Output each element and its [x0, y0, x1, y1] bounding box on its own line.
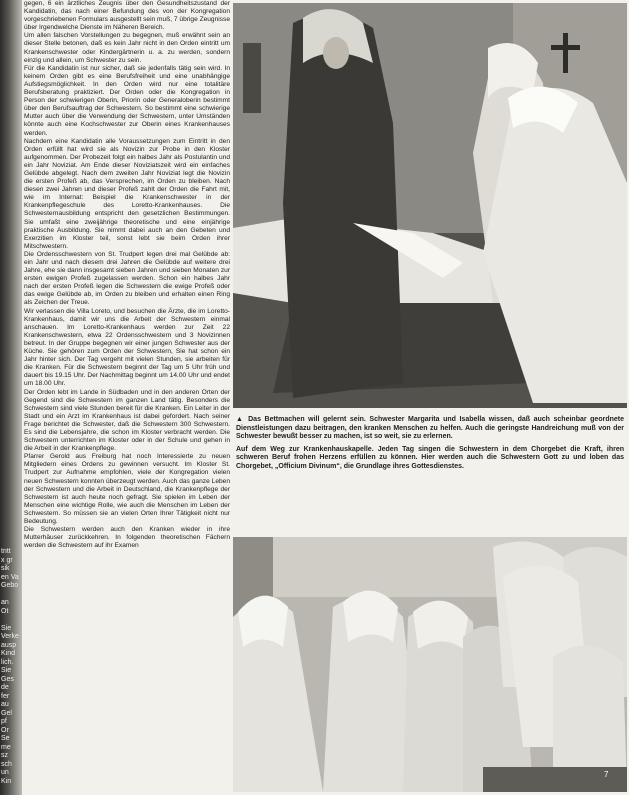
article-paragraph: Die Ordensschwestern von St. Trudpert legen drei mal Gelübde ab: ein Jahr und nach diesem drei Jahren die Gelübde auf weitere drei Jahre, ehe sie dann insgesamt sieben Jahren und sieben Monaten zur ersten ewigen Profeß zugelassen werden. Schon ein halbes Jahr nach der ersten Profeß legen die Schwestern die ewige Profeß oder das ewige Gelübde ab, im Orden zu bleiben und erhalten einen Ring als Zeichen der Treue.	[24, 250, 230, 307]
article-paragraph: Der Orden lebt im Lande in Südbaden und in den anderen Orten der Gegend sind die Schwestern im ganzen Land tätig. Besonders die Schwestern sind viele Stunden bereit für die Kranken. Ein Leiter in der Stadt und ein Arzt im Krankenhaus ist dabei gefordert. Nach seiner Frage berichtet die Schwester, daß die Schwestern 300 Schwestern. Es sind die Lebensjahre, die schon im Kloster verbracht werden. Die Schwestern unterrichten im Kloster oder in der Schule und gehen in die Arbeit in der Krankenpflege.	[24, 388, 230, 453]
photo-nuns-making-bed	[233, 3, 627, 408]
photo-captions	[236, 416, 624, 476]
article-paragraph: Wir verlassen die Villa Loreto, und besuchen die Ärzte, die im Loretto-Krankenhaus, damit wir uns die Arbeit der Schwestern einmal anschauen. Im Loretto-Krankenhaus werden zur Zeit 22 Krankenschwestern, etwa 22 Ordensschwestern und 3 Novizinnen betreut. In der Gruppe begegnen wir einer jungen Schwester aus der Küche. Sie gehören zum Orden der Schwestern, Sie hat schon ein Jahr hinter sich. Der Tag vergeht mit vielen Stunden, sie arbeiten für die Kranken. Für die Schwestern beginnt der Tag um 5 Uhr früh und dauert bis 19.15 Uhr. Der Nachmittag beginnt um 14.00 Uhr und endet um 18.00 Uhr.	[24, 307, 230, 388]
scanned-page-edge	[0, 0, 22, 795]
article-paragraph: Pfarrer Gerold aus Freiburg hat noch Interessierte zu neuen Mitgliedern eines Ordens zu gewinnen versucht. Im Kloster St. Trudpert zur Aufnahme empfohlen, viele der Kongregation vielen neuen Schwestern konnten überzeugt werden. Auch das ganze Leben der Schwestern und die Arbeit in Deutschland, die Krankenpflege der Schwestern ist auch heute noch gefragt. Sie spielen im Leben der Menschen eine wichtige Rolle, wie auch die Menschen im Leben der Schwestern. So müssen sie an vielen Orten Ihrer Tätigkeit nicht nur Bedeutung.	[24, 453, 230, 525]
page-number: 7	[604, 770, 609, 779]
caption-top-photo: ▲ Das Bettmachen will gelernt sein. Schwester Margarita und Isabella wissen, daß auch scheinbar geordnete Dienstleistungen dazu beitragen, den kranken Menschen zu helfen. Auch die geringste Handreichung muß von der Schwester bewußt besser zu machen, ist so weit, sie zu erlernen.	[236, 416, 624, 441]
caption-bottom-photo: Auf dem Weg zur Krankenhauskapelle. Jeden Tag singen die Schwestern in dem Chorgebet die Kraft, ihren schweren Beruf frohen Herzens erfüllen zu können. Hier werden auch die Schwestern Gott zu und loben das Chorgebet, „Officium Divinum“, die Grundlage ihres Gottesdienstes.	[236, 445, 624, 470]
edge-text-fragment: tritt x gr sik en Va Gebo an Ot Sie Verke ausp Kind lich. Sie Ges de fer au Gel pf Or Se me sz sch un Kin	[1, 548, 19, 785]
article-paragraph: Um allen falschen Vorstellungen zu begegnen, muß erwähnt sein an dieser Stelle betonen, daß es kein Jahr nicht in den Orden eintritt um Krankenschwester oder Kindergärtnerin u. a. zu werden, sondern einzig und allein, um Schwester zu sein.	[24, 32, 230, 64]
article-paragraph: Die Schwestern werden auch den Kranken wieder in ihre Mutterhäuser zurückkehren. In folgenden theoretischen Fächern werden die Schwestern auf ihr Examen	[24, 526, 230, 550]
photo-nuns-procession	[233, 537, 627, 792]
article-text-column	[24, 0, 230, 790]
article-paragraph: gegen, 6 ein ärztliches Zeugnis über den Gesundheitszustand der Kandidatin, das nach einer Befundung des von der Kongregation vorgeschriebenen Formulars ausgestellt sein muß, 7 übrige Zeugnisse über Irgendwelche Dienste im Näheren Bereich.	[24, 0, 230, 32]
article-paragraph: Für die Kandidatin ist nur sicher, daß sie jedenfalls tätig sein wird. In keinem Orden gibt es eine Berufsfreiheit und eine unabhängige Aufstiegsmöglichkeit. In den Orden wird nur eine totalitäre Berufsberatung praktiziert. Der Orden oder die Kongregation in Person der schwierigen Oberin, Priorin oder Generaloberin bestimmt über den Berufsauftrag der Schwestern. So bestimmt eine schwierige Mutter auch über die Verwendung der Schwestern, unter Umständen könnte auch eine Kochschwester zur Oberin eines Krankenhauses werden.	[24, 64, 230, 137]
article-paragraph: Nachdem eine Kandidatin alle Voraussetzungen zum Eintritt in den Orden erfüllt hat wird sie als Novizin zur Probe in den Kloster aufgenommen. Der Probezeit folgt ein halbes Jahr als Postulantin und ein Jahr Noviziat. Am Ende dieser Noviziatszeit wird ein einfaches Gelübde abgelegt. Nach dem zweiten Jahr Noviziat legt die Novizin die ersten Profeß ab, das Versprechen, im Orden zu bleiben. Nach diesen zwei Jahren und dieser Profeß zahlt der Orden die Fahrt mit, wie im Internat: Beispiel die Krankenschwester in der Krankenpflegeschule des Loretto-Krankenhauses. Die Schwesternausbildung entspricht den gesetzlichen Bestimmungen. Sie umfaßt eine zweijährige theoretische und eine einjährige praktische Ausbildung. Sie nimmt dabei auch an den Gebeten und Exerzitien im Kloster teil, sonst lebt sie beim Orden ihrer Mitschwestern.	[24, 137, 230, 250]
